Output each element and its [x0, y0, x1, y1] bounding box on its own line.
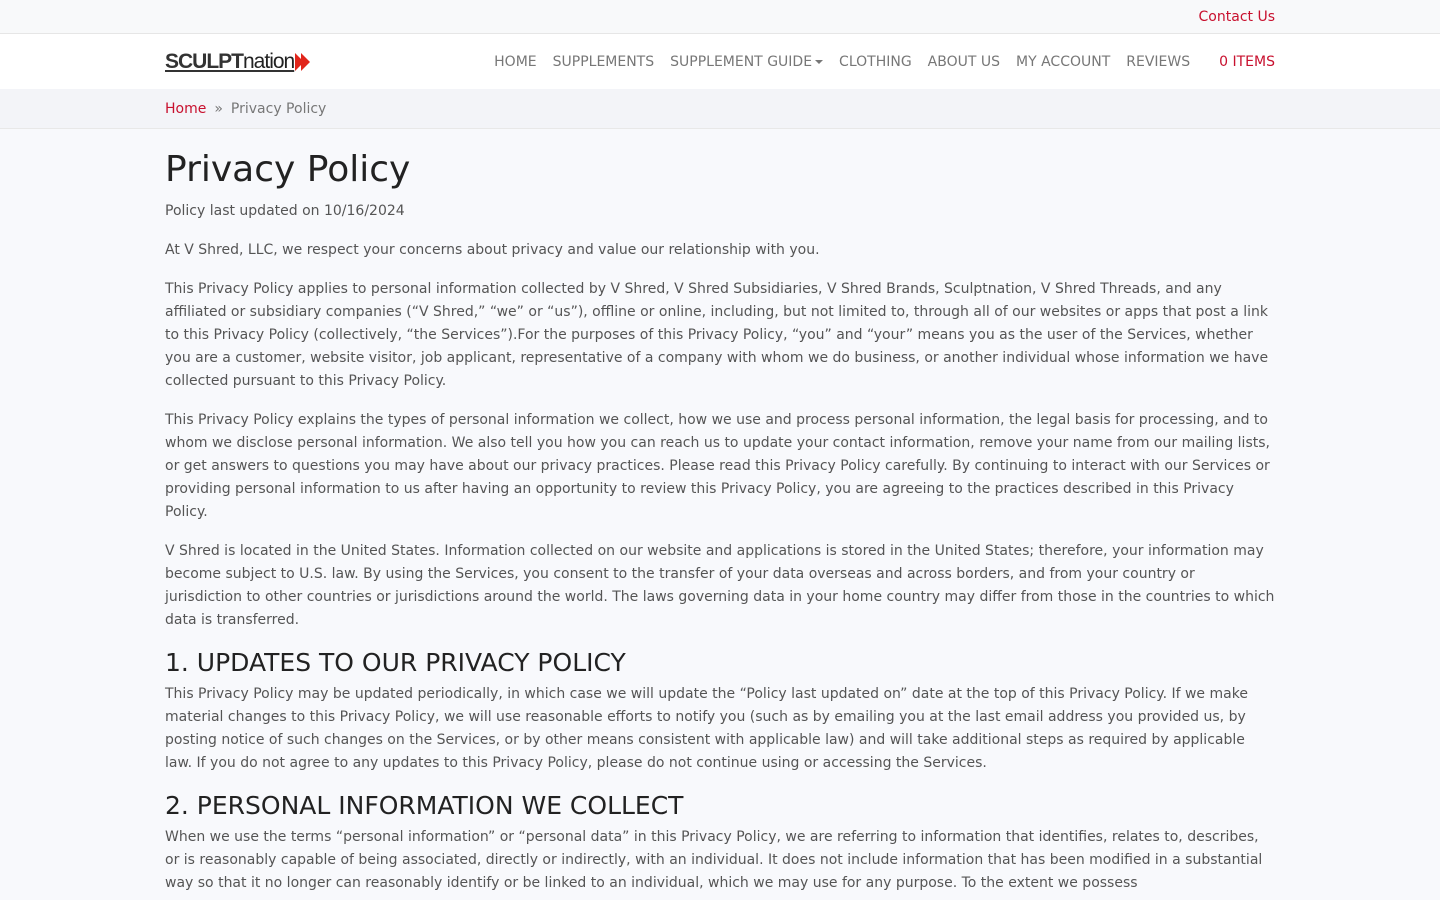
cart-count: 0 ITEMS	[1219, 53, 1275, 70]
nav-reviews[interactable]: REVIEWS	[1126, 53, 1191, 70]
top-bar	[0, 0, 1440, 34]
chevron-down-icon	[815, 60, 823, 64]
contact-us-label: Contact Us	[1198, 8, 1275, 25]
breadcrumb-separator: »	[214, 100, 223, 117]
logo-text-nation: nation	[243, 49, 295, 73]
section-heading: 1. UPDATES TO OUR PRIVACY POLICY	[165, 648, 626, 677]
nav-supplement-guide[interactable]	[662, 54, 831, 70]
logo-text-sculpt: SCULPT	[165, 49, 243, 73]
last-updated: Policy last updated on 10/16/2024	[165, 203, 405, 219]
breadcrumb-home[interactable]: Home	[165, 100, 207, 117]
intro-paragraph: This Privacy Policy applies to personal information collected by V Shred, V Shred Subsidiaries, V Shred Brands, Sculptnation, V Shred Threads, and any affiliated or subsidiary companies (“V Shred,” “we” or “us”), offline or online, including, but not limited to, through all of our websites or apps that post a link to this Privacy Policy (collectively, “the Services”).For the purposes of this Privacy Policy, “you” and “your” means you as the user of the Services, whether you are a customer, website visitor, job applicant, representative of a company with whom we do business, or another individual whose information we have collected pursuant to this Privacy Policy.	[165, 281, 1269, 389]
breadcrumb-current: Privacy Policy	[230, 100, 327, 117]
main-navbar	[0, 34, 1440, 89]
nav-home[interactable]: HOME	[494, 53, 537, 70]
intro-paragraph: This Privacy Policy explains the types of personal information we collect, how we use and process personal information, the legal basis for processing, and to whom we disclose personal information. We also tell you how you can reach us to update your contact information, remove your name from our mailing lists, or get answers to questions you may have about our privacy practices. Please read this Privacy Policy carefully. By continuing to interact with our Services or providing personal information to us after having an opportunity to review this Privacy Policy, you are agreeing to the practices described in this Privacy Policy.	[165, 412, 1270, 520]
logo-arrow-icon	[301, 53, 310, 71]
nav-menu	[486, 54, 1198, 70]
sculptnation-logo[interactable]	[165, 50, 310, 74]
nav-supplement-guide-label: SUPPLEMENT GUIDE	[670, 53, 813, 70]
nav-supplements[interactable]: SUPPLEMENTS	[552, 53, 655, 70]
section-body: This Privacy Policy may be updated periodically, in which case we will update the “Policy last updated on” date at the top of this Privacy Policy. If we make material changes to this Privacy Policy, we will use reasonable efforts to notify you (such as by emailing you at the last email address you provided us, by posting notice of such changes on the Services, or by other means consistent with applicable law) and will take additional steps as required by applicable law. If you do not agree to any updates to this Privacy Policy, please do not continue using or accessing the Services.	[165, 686, 1248, 771]
cart-link[interactable]	[1214, 54, 1275, 70]
contact-us-link[interactable]	[1195, 9, 1275, 25]
page-title: Privacy Policy	[165, 149, 411, 190]
intro-paragraph: At V Shred, LLC, we respect your concerns about privacy and value our relationship with you.	[165, 242, 820, 258]
section-body: When we use the terms “personal information” or “personal data” in this Privacy Policy, we are referring to information that identifies, relates to, describes, or is reasonably capable of being associated, directly or indirectly, with an individual. It does not include information that has been modified in a substantial way so that it no longer can reasonably identify or be linked to an individual, which we may use for any purpose. To the extent we possess	[165, 829, 1263, 891]
intro-paragraph: V Shred is located in the United States. Information collected on our website and applications is stored in the United States; therefore, your information may become subject to U.S. law. By using the Services, you consent to the transfer of your data overseas and across borders, and from your country or jurisdiction to other countries or jurisdictions around the world. The laws governing data in your home country may differ from those in the countries to which data is transferred.	[165, 543, 1275, 628]
nav-about-us[interactable]: ABOUT US	[927, 53, 1001, 70]
breadcrumb	[0, 89, 1440, 129]
nav-my-account[interactable]: MY ACCOUNT	[1016, 53, 1111, 70]
section-heading: 2. PERSONAL INFORMATION WE COLLECT	[165, 791, 684, 820]
nav-clothing[interactable]: CLOTHING	[839, 53, 912, 70]
main-content	[0, 129, 1440, 895]
